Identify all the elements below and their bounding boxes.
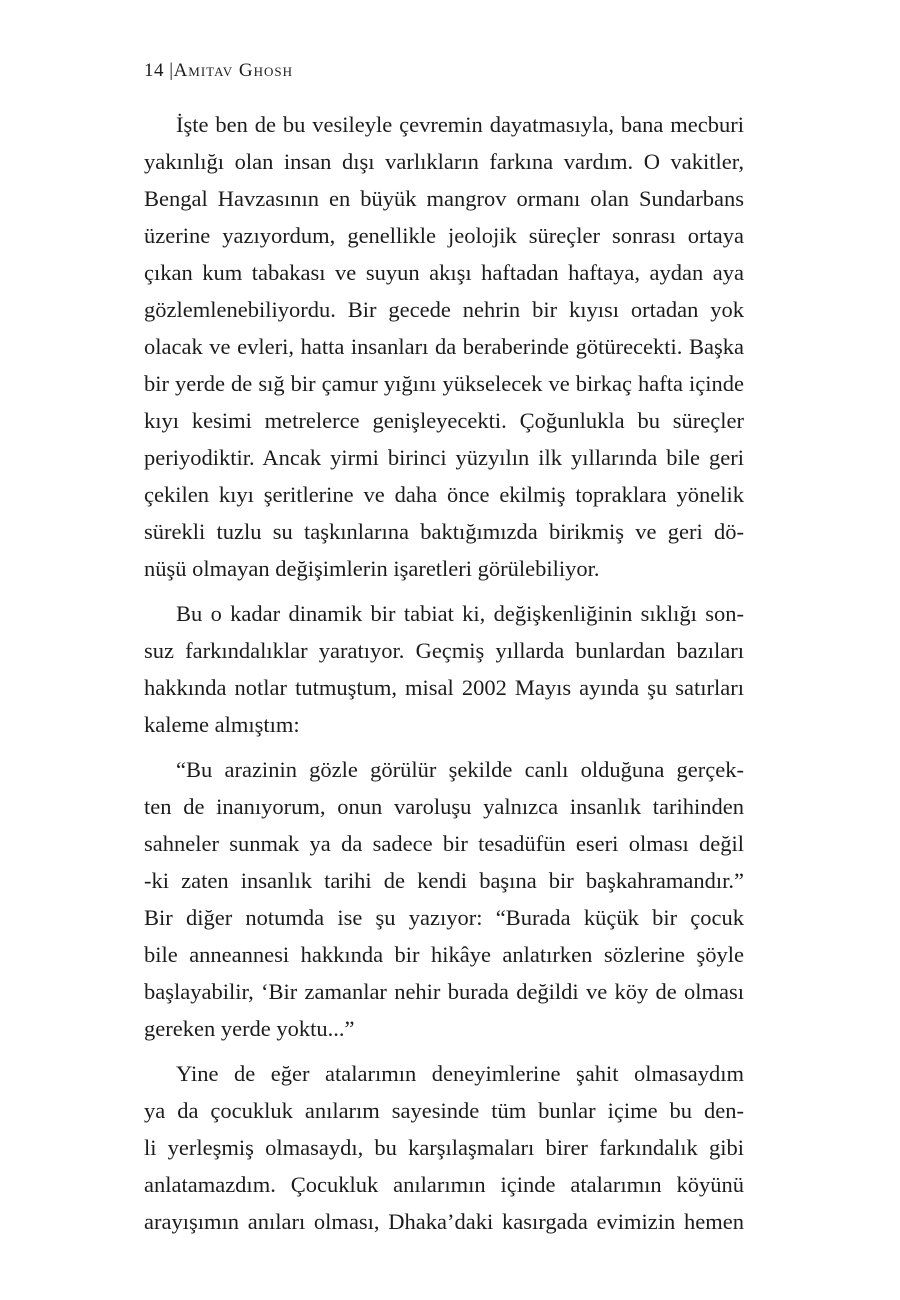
text-line: sahneler sunmak ya da sadece bir tesadüfün eseri olması değil [144,831,744,856]
text-line: Bir diğer notumda ise şu yazıyor: “Burada küçük bir çocuk [144,905,744,930]
text-line: nüşü olmayan değişimlerin işaretleri görülebiliyor. [144,556,600,581]
header-separator: | [169,60,174,81]
text-line: çekilen kıyı şeritlerine ve daha önce ekilmiş topraklara yönelik [144,482,744,507]
text-line: Bengal Havzasının en büyük mangrov ormanı olan Sundarbans [144,186,744,211]
text-line: bile anneannesi hakkında bir hikâye anlatırken sözlerine şöyle [144,942,744,967]
text-line: başlayabilir, ‘Bir zamanlar nehir burada değildi ve köy de olması [144,979,744,1004]
text-line: “Bu arazinin gözle görülür şekilde canlı olduğuna gerçek- [176,757,744,782]
running-head [144,60,293,82]
text-line: li yerleşmiş olmasaydı, bu karşılaşmaları birer farkındalık gibi [144,1135,744,1160]
text-line: yakınlığı olan insan dışı varlıkların farkına vardım. O vakitler, [144,149,744,174]
paragraph [144,751,744,1047]
text-line: çıkan kum tabakası ve suyun akışı haftadan haftaya, aydan aya [144,260,744,285]
text-line: üzerine yazıyordum, genellikle jeolojik süreçler sonrası ortaya [144,223,744,248]
text-line: ya da çocukluk anılarım sayesinde tüm bunlar içime bu den- [144,1098,744,1123]
text-line: anlatamazdım. Çocukluk anılarımın içinde atalarımın köyünü [144,1172,744,1197]
text-line: ten de inanıyorum, onun varoluşu yalnızca insanlık tarihinden [144,794,744,819]
text-line: bir yerde de sığ bir çamur yığını yükselecek ve birkaç hafta içinde [144,371,744,396]
page-number: 14 [144,60,164,81]
text-line: -ki zaten insanlık tarihi de kendi başına bir başkahramandır.” [144,868,744,893]
text-line: kaleme almıştım: [144,712,300,737]
text-line: hakkında notlar tutmuştum, misal 2002 Mayıs ayında şu satırları [144,675,744,700]
text-line: suz farkındalıklar yaratıyor. Geçmiş yıllarda bunlardan bazıları [144,638,744,663]
text-line: İşte ben de bu vesileyle çevremin dayatmasıyla, bana mecburi [176,112,744,137]
paragraph [144,595,744,743]
text-line: Yine de eğer atalarımın deneyimlerine şahit olmasaydım [176,1061,744,1086]
text-line: Bu o kadar dinamik bir tabiat ki, değişkenliğinin sıklığı son- [176,601,744,626]
paragraph [144,1055,744,1240]
author-name: Amitav Ghosh [173,60,294,81]
text-line: olacak ve evleri, hatta insanları da beraberinde götürecekti. Başka [144,334,744,359]
text-line: kıyı kesimi metrelerce genişleyecekti. Çoğunlukla bu süreçler [144,408,744,433]
text-line: gereken yerde yoktu...” [144,1016,355,1041]
text-line: periyodiktir. Ancak yirmi birinci yüzyılın ilk yıllarında bile geri [144,445,744,470]
text-line: sürekli tuzlu su taşkınlarına baktığımızda birikmiş ve geri dö- [144,519,744,544]
text-line: gözlemlenebiliyordu. Bir gecede nehrin bir kıyısı ortadan yok [144,297,744,322]
paragraph [144,106,744,587]
text-line: arayışımın anıları olması, Dhaka’daki kasırgada evimizin hemen [144,1209,744,1234]
body-text [144,106,744,1240]
